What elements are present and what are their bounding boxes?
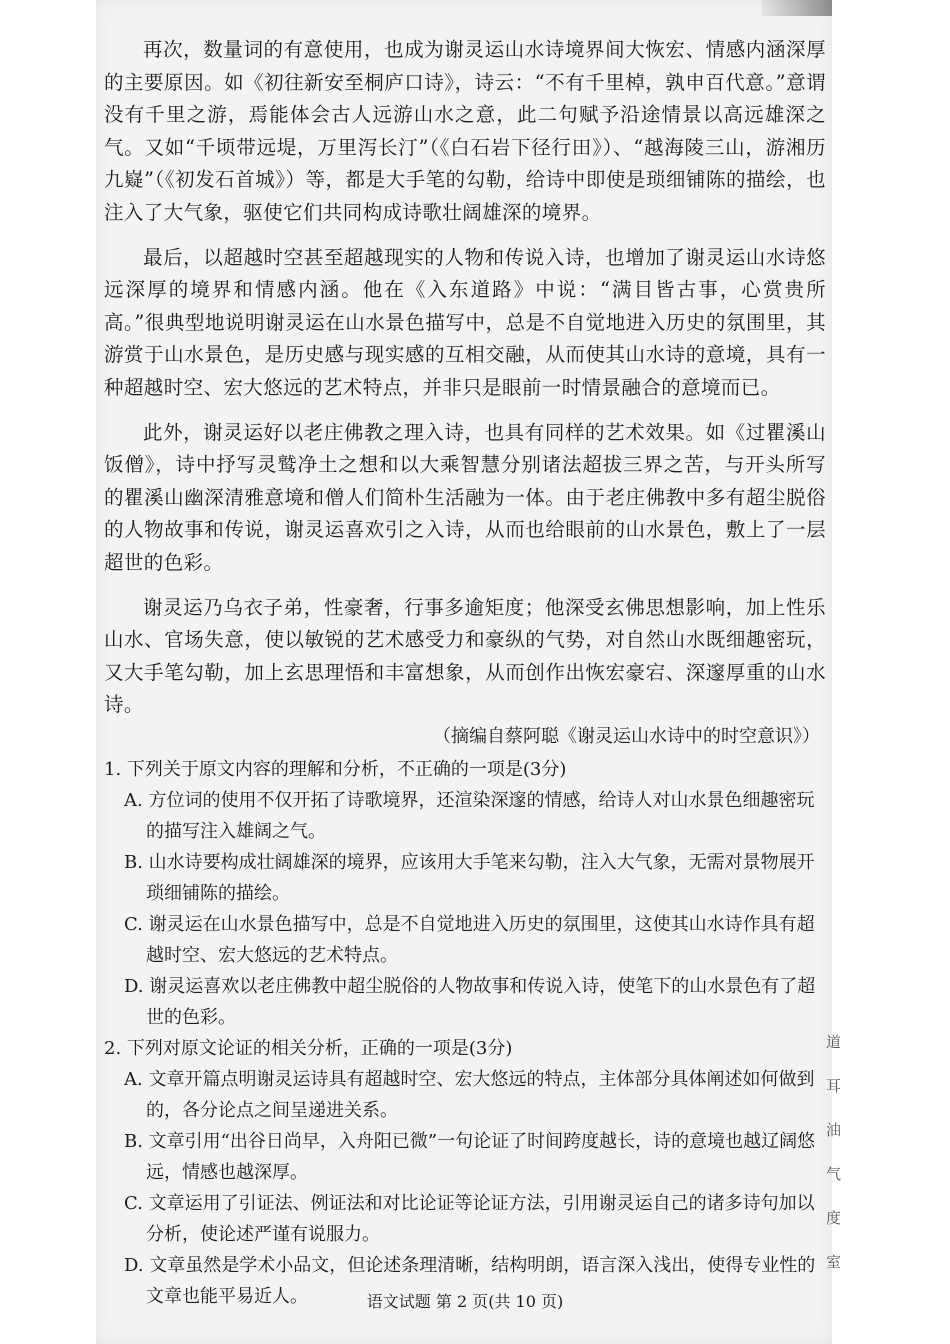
question-1 [104, 754, 826, 1033]
passage-source: （摘编自蔡阿聪《谢灵运山水诗中的时空意识》） [433, 725, 820, 747]
passage-paragraph: 再次，数量词的有意使用，也成为谢灵运山水诗境界间大恢宏、情感内涵深厚的主要原因。如《初往新安至桐庐口诗》，诗云：“不有千里棹，孰申百代意。”意谓没有千里之游，焉能体会古人远游山水之意，此二句赋予沿途情景以高远雄深之气。又如“千顷带远堤，万里泻长汀”（《白石岩下径行田》）、“越海陵三山，游湘历九嶷”（《初发石首城》）等，都是大手笔的勾勒，给诗中即使是琐细铺陈的描绘，也注入了大气象，驱使它们共同构成诗歌壮阔雄深的境界。 [104, 38, 826, 224]
passage-paragraph: 此外，谢灵运好以老庄佛教之理入诗，也具有同样的艺术效果。如《过瞿溪山饭僧》，诗中抒写灵鹫净土之想和以大乘智慧分别诸法超拔三界之苦，与开头所写的瞿溪山幽深清雅意境和僧人们简朴生活融为一体。由于老庄佛教中多有超尘脱俗的人物故事和传说，谢灵运喜欢引之入诗，从而也给眼前的山水景色，敷上了一层超世的色彩。 [104, 420, 826, 574]
scan-shadow [762, 0, 832, 16]
reading-passage [104, 34, 826, 752]
edge-char: 道 [826, 1033, 842, 1051]
edge-char: 油 [826, 1121, 842, 1139]
question-2 [104, 1033, 826, 1312]
adjacent-page-edge [826, 1020, 842, 1290]
option-d: D. 文章虽然是学术小品文，但论述条理清晰，结构明朗，语言深入浅出，使得专业性的文章也能平易近人。 [124, 1254, 816, 1307]
passage-paragraph: 最后，以超越时空甚至超越现实的人物和传说入诗，也增加了谢灵运山水诗悠远深厚的境界和情感内涵。他在《入东道路》中说：“满目皆古事，心赏贵所高。”很典型地说明谢灵运在山水景色描写中，总是不自觉地进入历史的氛围里，其游赏于山水景色，是历史感与现实感的互相交融，从而使其山水诗的意境，具有一种超越时空、宏大悠远的艺术特点，并非只是眼前一时情景融合的意境而已。 [104, 245, 826, 399]
option-d: D. 谢灵运喜欢以老庄佛教中超尘脱俗的人物故事和传说入诗，使笔下的山水景色有了超世的色彩。 [124, 975, 816, 1028]
option-a: A. 方位词的使用不仅开拓了诗歌境界，还渲染深邃的情感，给诗人对山水景色细趣密玩的描写注入雄阔之气。 [124, 789, 815, 842]
question-title: 1. 下列关于原文内容的理解和分析，不正确的一项是(3分) [104, 758, 567, 780]
option-c: C. 谢灵运在山水景色描写中，总是不自觉地进入历史的氛围里，这使其山水诗作具有超越时空、宏大悠远的艺术特点。 [124, 913, 815, 966]
page-content [104, 34, 826, 1312]
page-footer: 语文试题 第 2 页(共 10 页) [366, 1292, 564, 1311]
passage-paragraph: 谢灵运乃乌衣子弟，性豪奢，行事多逾矩度；他深受玄佛思想影响，加上性乐山水、官场失意，使以敏锐的艺术感受力和豪纵的气势，对自然山水既细趣密玩，又大手笔勾勒，加上玄思理悟和丰富想象，从而创作出恢宏豪宕、深邃厚重的山水诗。 [104, 595, 826, 717]
edge-char: 度 [826, 1209, 842, 1227]
option-b: B. 山水诗要构成壮阔雄深的境界，应该用大手笔来勾勒，注入大气象，无需对景物展开琐细铺陈的描绘。 [124, 851, 815, 904]
edge-char: 室 [826, 1253, 842, 1271]
option-a: A. 文章开篇点明谢灵运诗具有超越时空、宏大悠远的特点，主体部分具体阐述如何做到的，各分论点之间呈递进关系。 [124, 1068, 815, 1121]
question-title: 2. 下列对原文论证的相关分析，正确的一项是(3分) [104, 1037, 513, 1059]
option-b: B. 文章引用“出谷日尚早，入舟阳已微”一句论证了时间跨度越长，诗的意境也越辽阔悠远，情感也越深厚。 [124, 1130, 816, 1183]
page-margin [832, 0, 950, 1344]
edge-char: 气 [826, 1165, 842, 1183]
option-c: C. 文章运用了引证法、例证法和对比论证等论证方法，引用谢灵运自己的诸多诗句加以分析，使论述严谨有说服力。 [124, 1192, 815, 1245]
edge-char: 耳 [826, 1077, 842, 1095]
